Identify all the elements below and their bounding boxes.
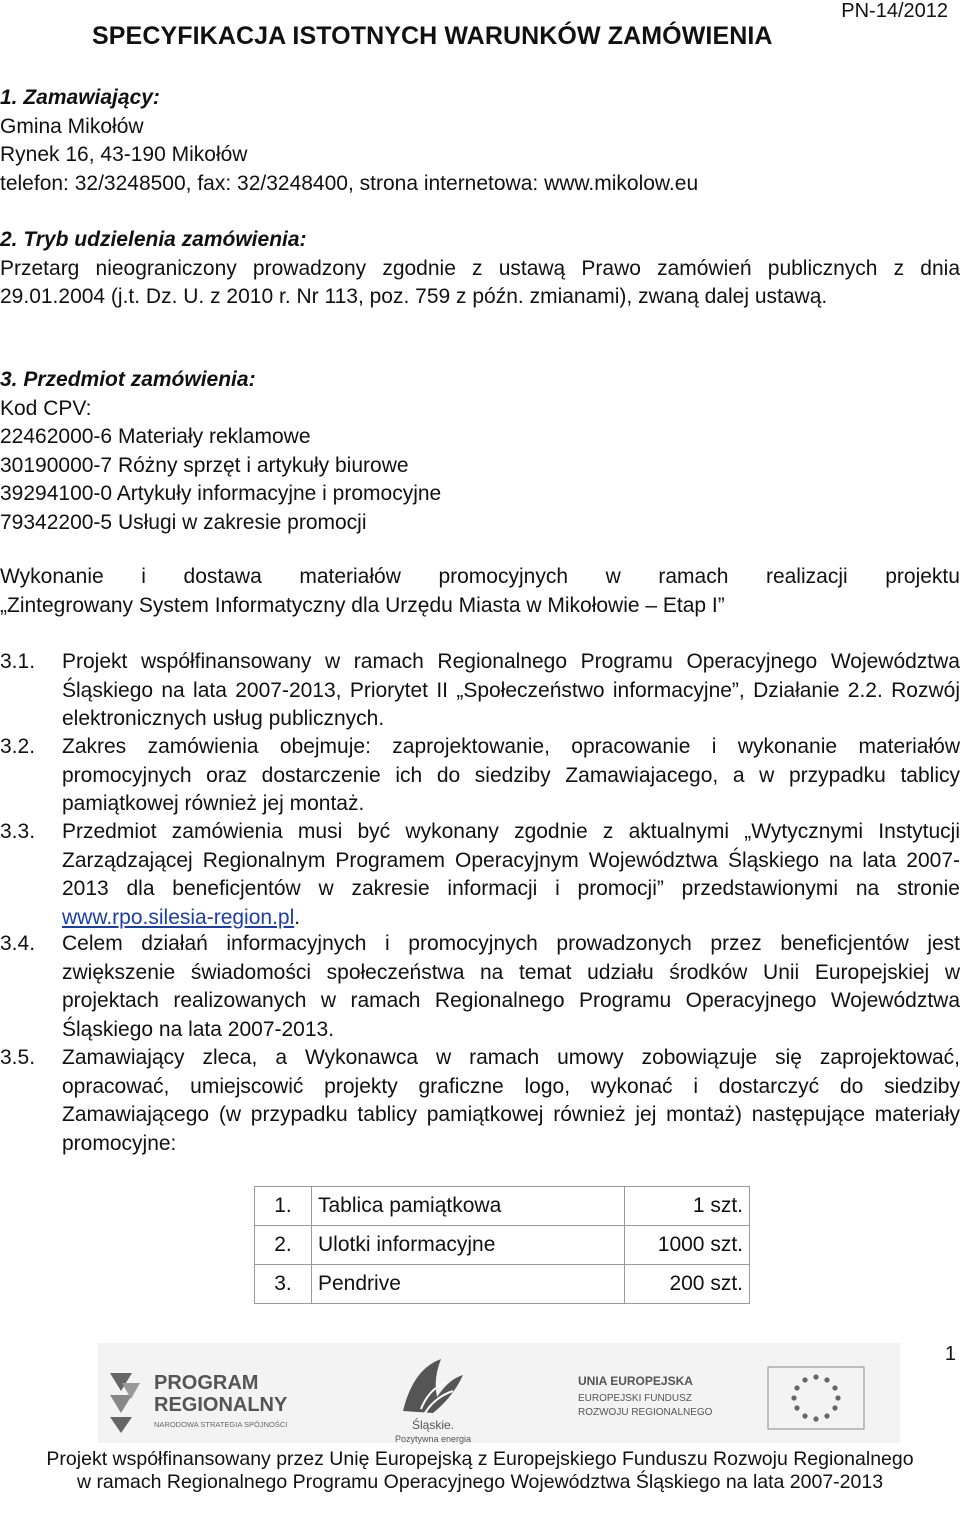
point-number: 3.1.: [0, 650, 36, 673]
description-line: [0, 563, 960, 592]
logo-text: EUROPEJSKI FUNDUSZ: [578, 1393, 692, 1404]
description-word: realizacji: [765, 565, 848, 588]
item-number: 1.: [255, 1187, 312, 1226]
point-text: Celem działań informacyjnych i promocyjnych prowadzonych przez beneficjentów jest zwiększenie świadomości społeczeństwa na temat udziału środków Unii Europejskiej w projektach realizowanych w ramach Regionalnego Programu Operacyjnego Województwa Śląskiego na lata 2007-2013.: [62, 932, 960, 1041]
item-quantity: 200 szt.: [625, 1265, 750, 1304]
logo-text: Śląskie.: [411, 1418, 455, 1432]
logo-text: ROZWOJU REGIONALNEGO: [578, 1407, 713, 1418]
point-3-3: [0, 818, 960, 932]
point-number: 3.5.: [0, 1046, 36, 1069]
footer-line: w ramach Regionalnego Programu Operacyjnego Województwa Śląskiego na lata 2007-2013: [76, 1471, 884, 1493]
section-tryb: [0, 226, 960, 312]
point-3-5: [0, 1044, 960, 1158]
document-title: SPECYFIKACJA ISTOTNYCH WARUNKÓW ZAMÓWIENIA: [92, 22, 773, 50]
point-3-4: [0, 930, 960, 1044]
description-word: materiałów: [299, 565, 401, 588]
logo-text: UNIA EUROPEJSKA: [578, 1374, 693, 1388]
point-text: Projekt współfinansowany w ramach Regionalnego Programu Operacyjnego Województwa Śląskiego na lata 2007-2013, Priorytet II „Społeczeństwo informacyjne”, Działanie 2.2. Rozwój elektronicznych usług publicznych.: [62, 650, 960, 730]
description-word: promocyjnych: [438, 565, 569, 588]
point-text: Przedmiot zamówienia musi być wykonany zgodnie z aktualnymi „Wytycznymi Instytucji Zarządzającej Regionalnym Programem Operacyjnym Województwa Śląskiego na lata 2007-2013 dla beneficjentów w zakresie informacji i promocji” przedstawionymi na stronie: [62, 820, 960, 900]
logo-text: REGIONALNY: [154, 1394, 288, 1416]
slaskie-bird-icon: [403, 1359, 463, 1413]
slaskie-logo: [363, 1349, 503, 1445]
point-text: Zakres zamówienia obejmuje: zaprojektowanie, opracowanie i wykonanie materiałów promocyjnych oraz dostarczenie ich do siedziby Zamawiajacego, a w przypadku tablicy pamiątkowej również jej montaż.: [62, 735, 960, 815]
point-number: 3.2.: [0, 735, 36, 758]
page-number: 1: [944, 1343, 956, 1365]
cpv-code: 30190000-7 Różny sprzęt i artykuły biurowe: [0, 453, 409, 477]
point-text-container: [62, 818, 960, 932]
description-word: Wykonanie: [0, 565, 104, 588]
logo-strip: [98, 1343, 900, 1443]
order-description: [0, 563, 960, 620]
description-word: i: [141, 565, 146, 588]
logo-text: Pozytywna energia: [394, 1434, 472, 1444]
cpv-label: Kod CPV:: [0, 396, 92, 420]
description-word: ramach: [658, 565, 729, 588]
section-line: Gmina Mikołów: [0, 114, 144, 138]
footer-line: Projekt współfinansowany przez Unię Europejską z Europejskiego Funduszu Rozwoju Regionalnego: [46, 1448, 914, 1470]
page-footer: [0, 1448, 960, 1494]
section-zamawiajacy: [0, 84, 960, 198]
section-przedmiot: [0, 366, 960, 537]
description-word: w: [605, 565, 621, 588]
section-heading: 2. Tryb udzielenia zamówienia:: [0, 228, 307, 251]
table-row: [255, 1265, 750, 1304]
section-line: Rynek 16, 43-190 Mikołów: [0, 143, 248, 166]
item-number: 2.: [255, 1226, 312, 1265]
cpv-code: 79342200-5 Usługi w zakresie promocji: [0, 510, 367, 534]
section-line: telefon: 32/3248500, fax: 32/3248400, strona internetowa: www.mikolow.eu: [0, 171, 699, 195]
item-quantity: 1000 szt.: [625, 1226, 750, 1265]
logo-text: NARODOWA STRATEGIA SPÓJNOŚCI: [154, 1420, 288, 1429]
point-3-2: [0, 733, 960, 819]
logo-text: PROGRAM: [154, 1372, 259, 1394]
document-number: PN-14/2012: [841, 0, 948, 22]
ue-logo: [578, 1363, 878, 1433]
item-name: Pendrive: [312, 1265, 625, 1304]
program-regionalny-logo: [108, 1365, 298, 1435]
point-number: 3.4.: [0, 932, 36, 955]
description-word: projektu: [885, 565, 960, 588]
section-paragraph: Przetarg nieograniczony prowadzony zgodnie z ustawą Prawo zamówień publicznych z dnia 29.01.2004 (j.t. Dz. U. z 2010 r. Nr 113, poz. 759 z późn. zmianami), zwaną dalej ustawą.: [0, 256, 960, 308]
cpv-code: 22462000-6 Materiały reklamowe: [0, 425, 311, 448]
table-row: [255, 1226, 750, 1265]
project-name: „Zintegrowany System Informatyczny dla Urzędu Miasta w Mikołowie – Etap I”: [0, 593, 725, 617]
cpv-code: 39294100-0 Artykuły informacyjne i promocyjne: [0, 482, 442, 505]
section-heading: 1. Zamawiający:: [0, 86, 160, 109]
section-heading: 3. Przedmiot zamówienia:: [0, 368, 256, 391]
item-name: Tablica pamiątkowa: [312, 1187, 625, 1226]
item-name: Ulotki informacyjne: [312, 1226, 625, 1265]
description-word: dostawa: [183, 565, 262, 588]
point-number: 3.3.: [0, 820, 36, 843]
item-number: 3.: [255, 1265, 312, 1304]
program-regionalny-icon: [110, 1373, 140, 1433]
table-row: [255, 1187, 750, 1226]
point-3-1: [0, 648, 960, 734]
point-text: Zamawiający zleca, a Wykonawca w ramach umowy zobowiązuje się zaprojektować, opracować, umiejscowić projekty graficzne logo, wykonać i dostarczyć do siedziby Zamawiającego (w przypadku tablicy pamiątkowej również jej montaż) następujące materiały promocyjne:: [62, 1046, 960, 1155]
materials-table: [254, 1186, 750, 1304]
eu-flag-icon: [768, 1367, 864, 1429]
point-text-end: .: [294, 905, 301, 929]
rpo-link[interactable]: www.rpo.silesia-region.pl: [62, 905, 295, 929]
item-quantity: 1 szt.: [625, 1187, 750, 1226]
